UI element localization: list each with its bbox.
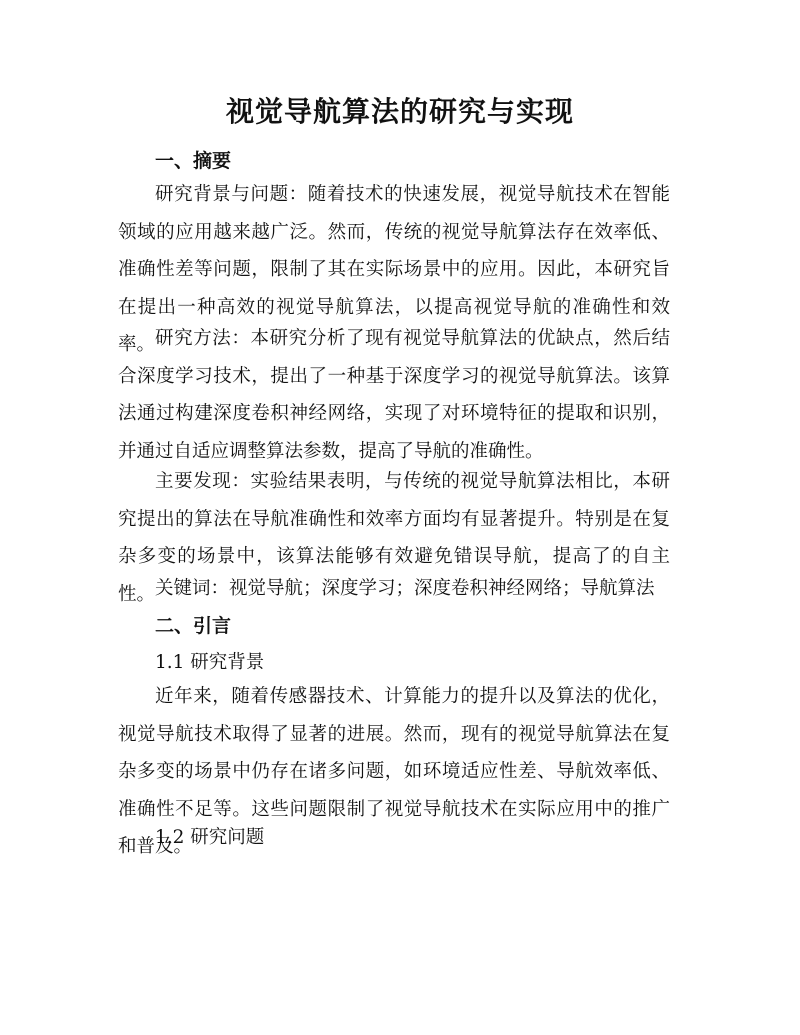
section-1-1-paragraph: 近年来，随着传感器技术、计算能力的提升以及算法的优化，视觉导航技术取得了显著的进展。然而，现有的视觉导航算法在复杂多变的场景中仍存在诸多问题，如环境适应性差、导航效率低、准确性不足等。这些问题限制了视觉导航技术在实际应用中的推广和普及。 [118, 686, 670, 857]
section-1-1-heading: 1.1 研究背景 [155, 652, 265, 673]
keywords-line: 关键词：视觉导航；深度学习；深度卷积神经网络；导航算法 [155, 578, 655, 599]
section-1-2-heading: 1.2 研究问题 [155, 827, 265, 848]
abstract-findings-paragraph: 主要发现：实验结果表明，与传统的视觉导航算法相比，本研究提出的算法在导航准确性和效率方面均有显著提升。特别是在复杂多变的场景中，该算法能够有效避免错误导航，提高了的自主性。 [118, 471, 670, 605]
abstract-background-paragraph: 研究背景与问题：随着技术的快速发展，视觉导航技术在智能领域的应用越来越广泛。然而，传统的视觉导航算法存在效率低、准确性差等问题，限制了其在实际场景中的应用。因此，本研究旨在提出一种高效的视觉导航算法，以提高视觉导航的准确性和效率。 [118, 184, 670, 355]
introduction-heading: 二、引言 [155, 615, 232, 637]
abstract-method-paragraph: 研究方法：本研究分析了现有视觉导航算法的优缺点，然后结合深度学习技术，提出了一种基于深度学习的视觉导航算法。该算法通过构建深度卷积神经网络，实现了对环境特征的提取和识别，并通过自适应调整算法参数，提高了导航的准确性。 [118, 328, 670, 462]
document-title: 视觉导航算法的研究与实现 [225, 95, 574, 128]
abstract-heading: 一、摘要 [155, 150, 232, 172]
